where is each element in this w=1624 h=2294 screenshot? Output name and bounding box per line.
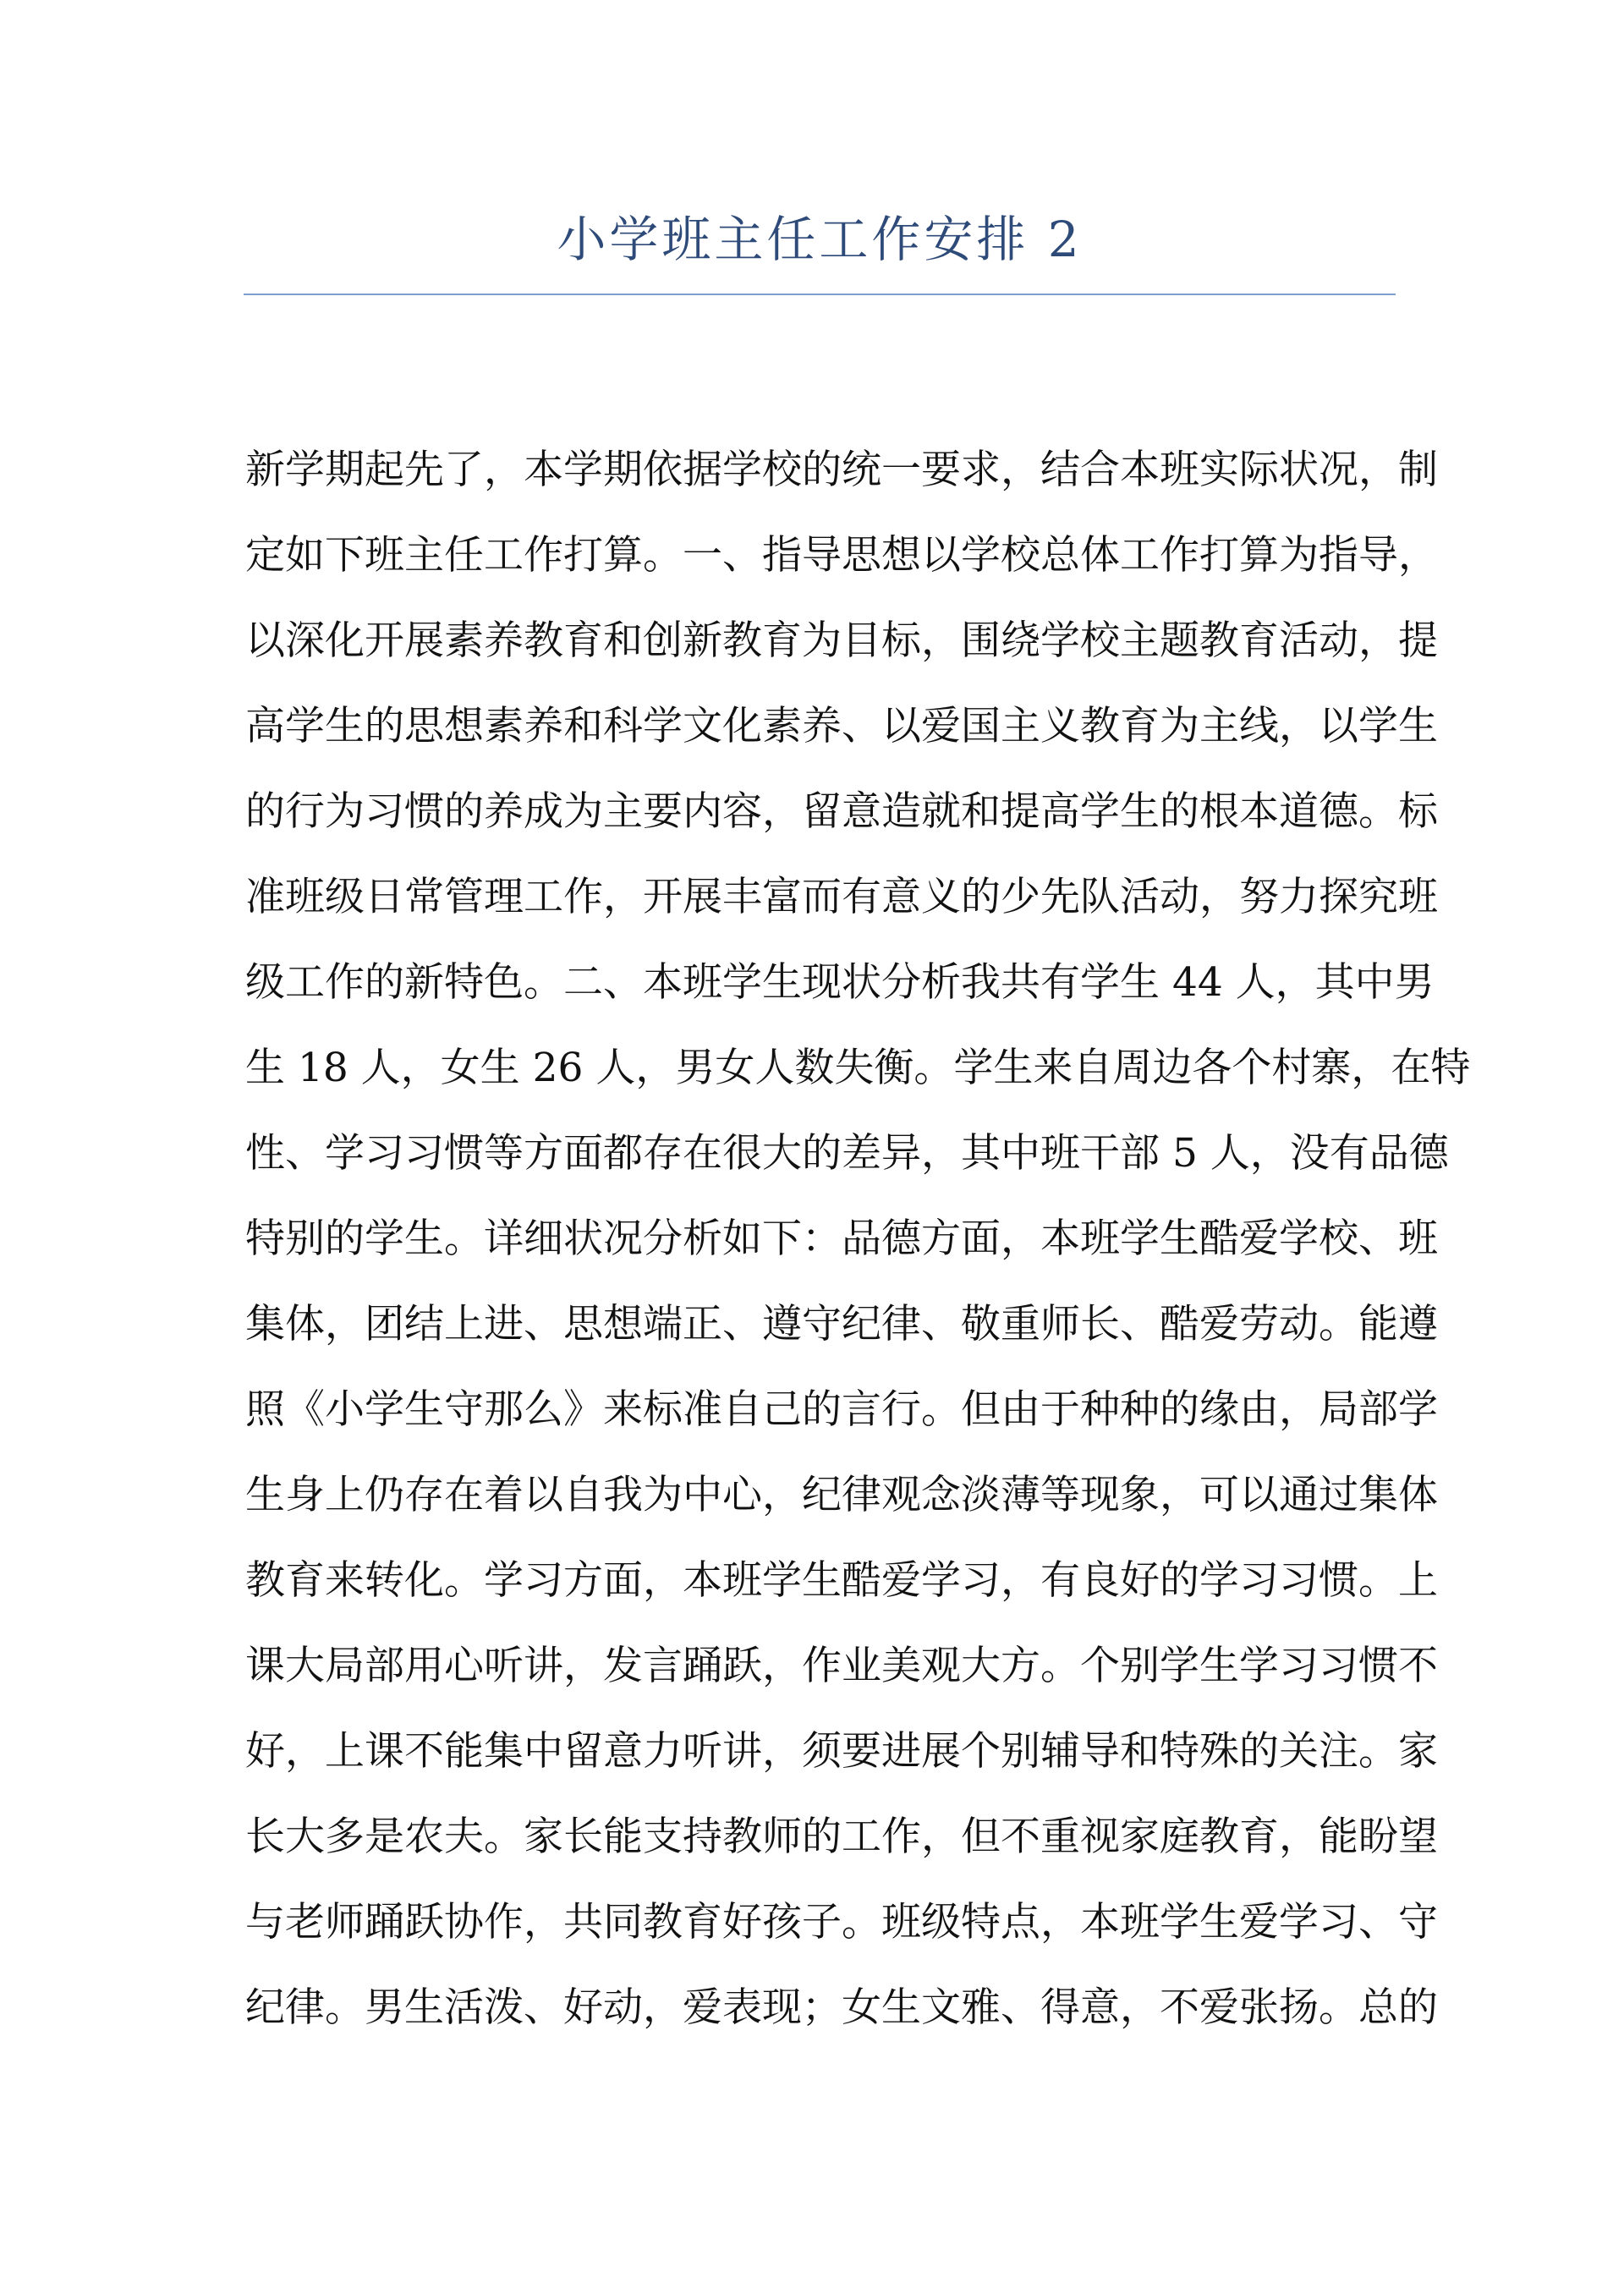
text-line: 性、学习习惯等方面都存在很大的差异，其中班干部 5 人，没有品德	[245, 1130, 1449, 1177]
text-line: 课大局部用心听讲，发言踊跃，作业美观大方。个别学生学习习惯不	[245, 1643, 1438, 1689]
text-line: 生 18 人，女生 26 人，男女人数失衡。学生来自周边各个村寨，在特	[245, 1045, 1471, 1091]
text-line: 纪律。男生活泼、好动，爱表现；女生文雅、得意，不爱张扬。总的	[245, 1984, 1438, 2031]
text-line: 新学期起先了，本学期依据学校的统一要求，结合本班实际状况，制	[245, 447, 1438, 493]
text-line: 的行为习惯的养成为主要内容，留意造就和提高学生的根本道德。标	[245, 788, 1438, 835]
text-line: 定如下班主任工作打算。一、指导思想以学校总体工作打算为指导，	[245, 532, 1438, 579]
text-line: 特别的学生。详细状况分析如下：品德方面，本班学生酷爱学校、班	[245, 1216, 1438, 1262]
text-line: 准班级日常管理工作，开展丰富而有意义的少先队活动，努力探究班	[245, 874, 1438, 920]
title-underline	[244, 294, 1396, 295]
text-line: 以深化开展素养教育和创新教育为目标，围绕学校主题教育活动，提	[245, 617, 1438, 664]
text-line: 生身上仍存在着以自我为中心，纪律观念淡薄等现象，可以通过集体	[245, 1472, 1438, 1518]
text-line: 与老师踊跃协作，共同教育好孩子。班级特点，本班学生爱学习、守	[245, 1899, 1438, 1946]
text-line: 教育来转化。学习方面，本班学生酷爱学习，有良好的学习习惯。上	[245, 1557, 1438, 1604]
text-line: 照《小学生守那么》来标准自己的言行。但由于种种的缘由，局部学	[245, 1386, 1438, 1433]
text-line: 好，上课不能集中留意力听讲，须要进展个别辅导和特殊的关注。家	[245, 1728, 1438, 1775]
body-paragraph	[245, 427, 1471, 2050]
text-line: 集体，团结上进、思想端正、遵守纪律、敬重师长、酷爱劳动。能遵	[245, 1301, 1438, 1347]
text-line: 级工作的新特色。二、本班学生现状分析我共有学生 44 人，其中男	[245, 959, 1435, 1006]
document-title: 小学班主任工作安排 2	[557, 211, 1083, 268]
text-line: 高学生的思想素养和科学文化素养、以爱国主义教育为主线，以学生	[245, 703, 1438, 749]
text-line: 长大多是农夫。家长能支持教师的工作，但不重视家庭教育，能盼望	[245, 1814, 1438, 1860]
